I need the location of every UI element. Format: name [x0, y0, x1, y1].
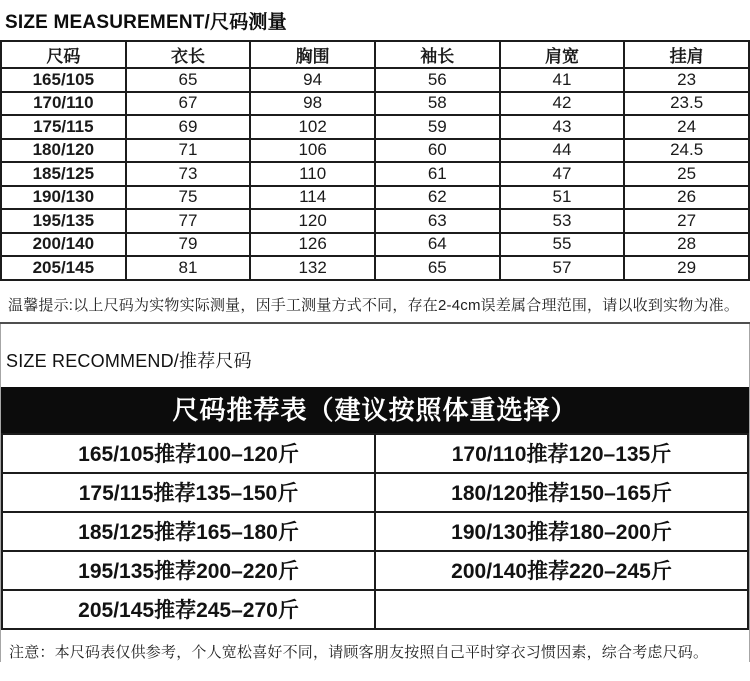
- table-cell: 23: [624, 68, 749, 92]
- table-cell: 58: [375, 92, 500, 116]
- col-header-armhole: 挂肩: [624, 41, 749, 68]
- table-cell: [375, 590, 748, 629]
- table-cell: 120: [250, 209, 375, 233]
- table-cell: 170/110推荐120–135斤: [375, 434, 748, 473]
- table-row: [1, 115, 749, 139]
- table-cell: 180/120: [1, 139, 126, 163]
- recommend-title: SIZE RECOMMEND/推荐尺码: [6, 350, 252, 371]
- recommend-table-body: [2, 434, 748, 629]
- table-cell: 71: [126, 139, 251, 163]
- recommend-table: [1, 433, 749, 630]
- table-cell: 65: [126, 68, 251, 92]
- table-cell: 26: [624, 186, 749, 210]
- table-cell: 73: [126, 162, 251, 186]
- table-cell: 114: [250, 186, 375, 210]
- table-cell: 170/110: [1, 92, 126, 116]
- table-cell: 81: [126, 256, 251, 280]
- table-cell: 59: [375, 115, 500, 139]
- table-cell: 53: [500, 209, 625, 233]
- table-cell: 51: [500, 186, 625, 210]
- col-header-shoulder: 肩宽: [500, 41, 625, 68]
- measurement-table-body: [1, 68, 749, 280]
- col-header-size: 尺码: [1, 41, 126, 68]
- table-header-row: [1, 41, 749, 68]
- table-cell: 27: [624, 209, 749, 233]
- table-row: [1, 233, 749, 257]
- table-cell: 175/115推荐135–150斤: [2, 473, 375, 512]
- table-cell: 61: [375, 162, 500, 186]
- table-cell: 79: [126, 233, 251, 257]
- table-cell: 110: [250, 162, 375, 186]
- table-cell: 60: [375, 139, 500, 163]
- table-cell: 94: [250, 68, 375, 92]
- table-cell: 41: [500, 68, 625, 92]
- table-cell: 185/125推荐165–180斤: [2, 512, 375, 551]
- table-cell: 195/135推荐200–220斤: [2, 551, 375, 590]
- table-cell: 200/140推荐220–245斤: [375, 551, 748, 590]
- recommend-banner: 尺码推荐表（建议按照体重选择）: [1, 387, 749, 433]
- table-cell: 65: [375, 256, 500, 280]
- table-cell: 98: [250, 92, 375, 116]
- table-row: [2, 434, 748, 473]
- table-cell: 25: [624, 162, 749, 186]
- table-row: [1, 256, 749, 280]
- col-header-length: 衣长: [126, 41, 251, 68]
- table-cell: 24: [624, 115, 749, 139]
- col-header-chest: 胸围: [250, 41, 375, 68]
- table-cell: 165/105推荐100–120斤: [2, 434, 375, 473]
- table-cell: 205/145推荐245–270斤: [2, 590, 375, 629]
- table-row: [1, 92, 749, 116]
- table-cell: 106: [250, 139, 375, 163]
- table-cell: 56: [375, 68, 500, 92]
- table-cell: 57: [500, 256, 625, 280]
- table-cell: 75: [126, 186, 251, 210]
- table-cell: 44: [500, 139, 625, 163]
- table-row: [1, 186, 749, 210]
- table-row: [1, 162, 749, 186]
- measurement-section: [0, 0, 750, 315]
- table-cell: 205/145: [1, 256, 126, 280]
- table-cell: 77: [126, 209, 251, 233]
- table-cell: 63: [375, 209, 500, 233]
- table-cell: 190/130推荐180–200斤: [375, 512, 748, 551]
- table-cell: 42: [500, 92, 625, 116]
- table-cell: 67: [126, 92, 251, 116]
- measurement-title: SIZE MEASUREMENT/尺码测量: [5, 12, 287, 33]
- table-cell: 165/105: [1, 68, 126, 92]
- table-row: [2, 551, 748, 590]
- table-row: [1, 139, 749, 163]
- table-cell: 55: [500, 233, 625, 257]
- table-row: [2, 512, 748, 551]
- table-cell: 24.5: [624, 139, 749, 163]
- table-cell: 190/130: [1, 186, 126, 210]
- table-cell: 29: [624, 256, 749, 280]
- table-cell: 185/125: [1, 162, 126, 186]
- table-cell: 102: [250, 115, 375, 139]
- col-header-sleeve: 袖长: [375, 41, 500, 68]
- table-cell: 180/120推荐150–165斤: [375, 473, 748, 512]
- recommend-note: 注意：本尺码表仅供参考，个人宽松喜好不同，请顾客朋友按照自己平时穿衣习惯因素，综合考虑尺码。: [9, 643, 709, 661]
- table-row: [2, 473, 748, 512]
- measurement-table-head: [1, 41, 749, 68]
- table-cell: 43: [500, 115, 625, 139]
- table-cell: 132: [250, 256, 375, 280]
- table-cell: 23.5: [624, 92, 749, 116]
- table-row: [1, 68, 749, 92]
- table-cell: 64: [375, 233, 500, 257]
- table-cell: 47: [500, 162, 625, 186]
- recommend-section: [0, 324, 750, 662]
- table-cell: 126: [250, 233, 375, 257]
- table-cell: 62: [375, 186, 500, 210]
- table-cell: 175/115: [1, 115, 126, 139]
- table-cell: 195/135: [1, 209, 126, 233]
- table-row: [1, 209, 749, 233]
- table-cell: 200/140: [1, 233, 126, 257]
- table-row: [2, 590, 748, 629]
- table-cell: 69: [126, 115, 251, 139]
- measurement-note: 温馨提示:以上尺码为实物实际测量，因手工测量方式不同，存在2-4cm误差属合理范围，请以收到实物为准。: [8, 296, 740, 314]
- table-cell: 28: [624, 233, 749, 257]
- measurement-table: [0, 40, 750, 281]
